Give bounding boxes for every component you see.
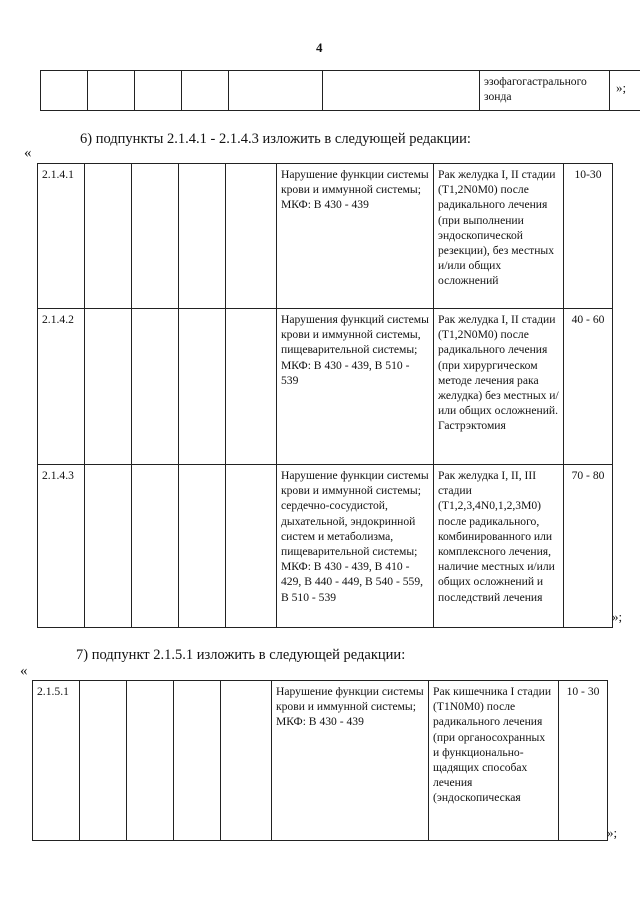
open-quote-7: « xyxy=(20,663,28,679)
open-quote-6: « xyxy=(24,145,32,161)
row-percent: 10-30 xyxy=(564,164,613,309)
section6-table xyxy=(37,163,613,628)
row-percent: 70 - 80 xyxy=(564,465,613,628)
row-code: 2.1.4.3 xyxy=(38,465,85,628)
close-quote-top: »; xyxy=(616,80,627,95)
section7-table xyxy=(32,680,608,841)
section7-heading: 7) подпункт 2.1.5.1 изложить в следующей редакции: xyxy=(76,647,406,663)
row-condition: Рак желудка I, II, III стадии (T1,2,3,4N0,1,2,3M0) после радикального, комбинированного или комплексного лечения, наличие местных и/или общих осложнений и последствий лечения xyxy=(434,465,564,628)
top-table-cell: эзофагогастрального зонда xyxy=(480,71,610,111)
row-percent: 10 - 30 xyxy=(559,681,608,841)
row-condition: Рак желудка I, II стадии (T1,2N0M0) после радикального лечения (при выполнении эндоскопической резекции), без местных и/или общих осложнений xyxy=(434,164,564,309)
row-code: 2.1.5.1 xyxy=(33,681,80,841)
row-condition: Рак кишечника I стадии (T1N0M0) после радикального лечения (при органосохранных и функционально-щадящих способах лечения (эндоскопическая xyxy=(429,681,559,841)
table-row xyxy=(38,465,613,628)
row-impairment: Нарушение функции системы крови и иммунной системы; сердечно-сосудистой, дыхательной, эндокринной систем и метаболизма, пищеварительной системы; МКФ: В 430 - 439, В 410 - 429, В 440 - 449, В 540 - 559, В 510 - 539 xyxy=(277,465,434,628)
table-row xyxy=(38,309,613,465)
row-code: 2.1.4.1 xyxy=(38,164,85,309)
row-impairment: Нарушение функции системы крови и иммунной системы; МКФ: В 430 - 439 xyxy=(272,681,429,841)
row-condition: Рак желудка I, II стадии (T1,2N0M0) после радикального лечения (при хирургическом методе лечения рака желудка) без местных и/или общих осложнений. Гастрэктомия xyxy=(434,309,564,465)
close-quote-7: »; xyxy=(607,825,618,840)
close-quote-6: »; xyxy=(612,609,623,624)
row-percent: 40 - 60 xyxy=(564,309,613,465)
row-impairment: Нарушения функций системы крови и иммунной системы, пищеварительной системы; МКФ: В 430 - 439, В 510 - 539 xyxy=(277,309,434,465)
page-number: 4 xyxy=(316,40,323,55)
table-row xyxy=(38,164,613,309)
top-table xyxy=(40,70,640,111)
section6-heading: 6) подпункты 2.1.4.1 - 2.1.4.3 изложить в следующей редакции: xyxy=(80,131,471,147)
row-impairment: Нарушение функции системы крови и иммунной системы; МКФ: В 430 - 439 xyxy=(277,164,434,309)
row-code: 2.1.4.2 xyxy=(38,309,85,465)
table-row xyxy=(33,681,608,841)
